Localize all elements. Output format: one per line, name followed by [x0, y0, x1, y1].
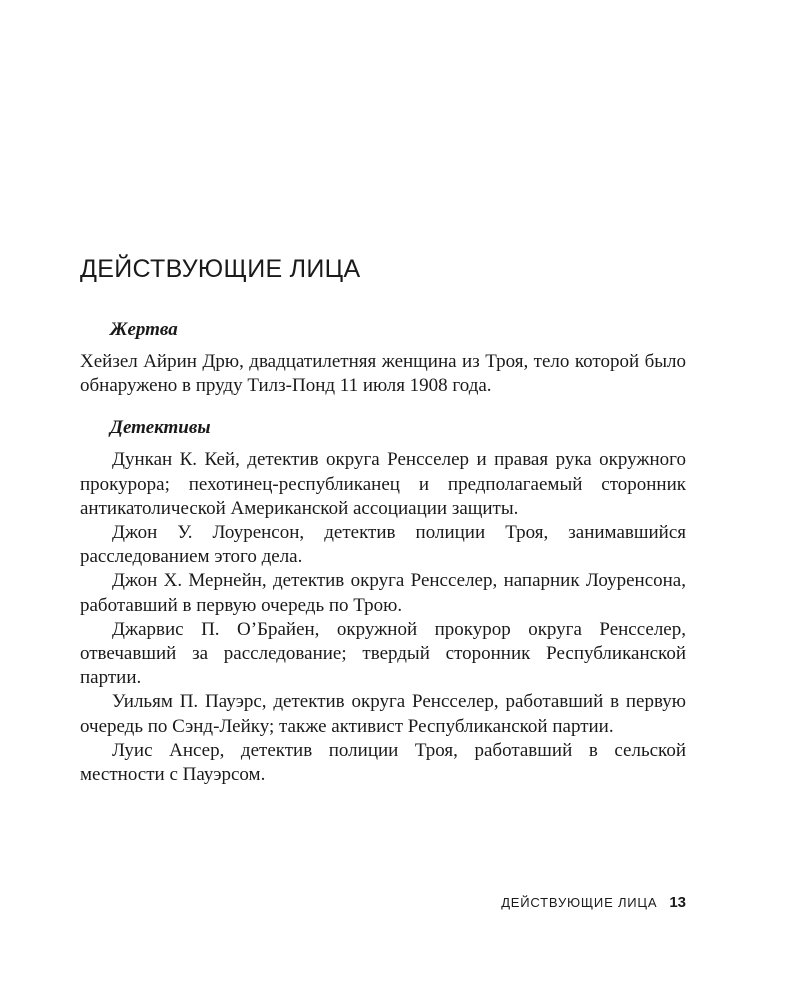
- detective-entry: Уильям П. Пауэрс, детектив округа Ренсселер, работавший в первую очередь по Сэнд-Лейку; также активист Республиканской партии.: [80, 691, 686, 737]
- running-title: ДЕЙСТВУЮЩИЕ ЛИЦА: [501, 895, 658, 910]
- book-page: [80, 0, 686, 1000]
- victim-description: Хейзел Айрин Дрю, двадцатилетняя женщина из Троя, тело которой было обнаружено в пруду Тилз-Понд 11 июля 1908 года.: [80, 351, 686, 397]
- section-detectives: [80, 416, 686, 787]
- page-number: 13: [669, 894, 686, 911]
- section-victim: [80, 318, 686, 398]
- page-body: [80, 318, 686, 787]
- detective-entry: Дункан К. Кей, детектив округа Ренсселер и правая рука окружного прокурора; пехотинец-республиканец и предполагаемый сторонник антикатолической Американской ассоциации защиты.: [80, 449, 686, 519]
- section-heading-victim: Жертва: [110, 319, 178, 340]
- detective-entry: Джон Х. Мернейн, детектив округа Ренсселер, напарник Лоуренсона, работавший в первую очередь по Трою.: [80, 570, 686, 616]
- detective-entry: Луис Ансер, детектив полиции Троя, работавший в сельской местности с Пауэрсом.: [80, 739, 686, 786]
- detective-entry: Джон У. Лоуренсон, детектив полиции Троя, занимавшийся расследованием этого дела.: [80, 522, 686, 568]
- detective-entry: Джарвис П. О’Брайен, окружной прокурор округа Ренсселер, отвечавший за расследование; твердый сторонник Республиканской партии.: [80, 618, 686, 689]
- chapter-title: ДЕЙСТВУЮЩИЕ ЛИЦА: [80, 255, 361, 283]
- section-heading-detectives: Детективы: [110, 417, 211, 439]
- running-footer: [501, 894, 686, 911]
